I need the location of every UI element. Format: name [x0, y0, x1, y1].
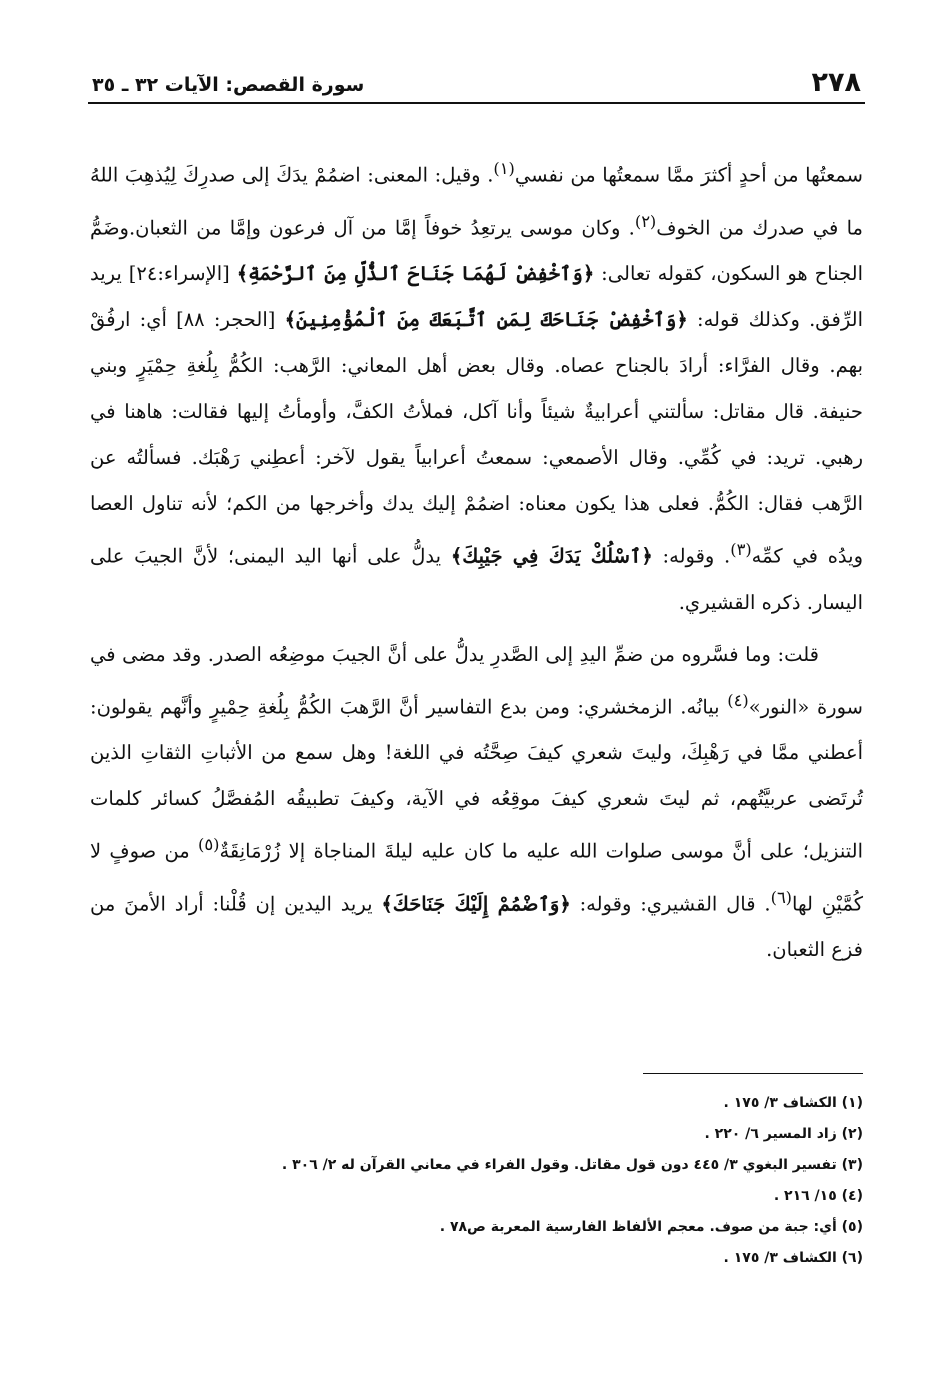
footnote-3: (٣) تفسير البغوي ٣/ ٤٤٥ دون قول مقاتل. وقول الفراء في معاني القرآن له ٢/ ٣٠٦ . [281, 1157, 863, 1173]
text-run: . قال القشيري: وقوله: [570, 892, 771, 915]
footnote-ref-2: (٢) [634, 211, 657, 231]
text-run: من صوفٍ لا كُمَّيْنِ لها [90, 839, 864, 915]
footnote-5: (٥) أي: جبة من صوف. معجم الألفاظ الفارسية المعربة ص٧٨ . [439, 1219, 863, 1235]
main-text [90, 146, 863, 973]
text-run: قلت: وما فسَّروه من ضمِّ اليدِ إلى الصَّدرِ يدلُّ على أنَّ الجيبَ موضِعُه الصدر. وقد مضى في سورة «النور» [90, 642, 864, 718]
footnote-6: (٦) الكشاف ٣/ ١٧٥ . [723, 1250, 863, 1266]
paragraph-2 [90, 632, 863, 974]
paragraph-1 [90, 146, 863, 626]
footnote-ref-5: (٥) [198, 835, 220, 854]
quran-quote-2: ﴿وَٱخْفِضْ جَنَاحَكَ لِمَنِ ٱتَّبَعَكَ مِنَ ٱلْمُؤْمِنِينَ﴾ [284, 308, 688, 331]
text-run: يدلُّ على أنها اليد اليمنى؛ لأنَّ الجيبَ على اليسار. ذكره القشيري. [90, 544, 863, 614]
header-rule [88, 102, 865, 104]
quran-quote-3: ﴿ٱسْلُكْ يَدَكَ فِي جَيْبِكَ﴾ [450, 544, 653, 568]
text-run: . وقوله: [652, 544, 731, 568]
footnote-4: (٤) ١٥/ ٢١٦ . [773, 1188, 863, 1204]
text-run: . وقيل: المعنى: اضمُمْ يدَكَ إلى صدرِكَ لِيُذهِبَ اللهُ ما في صدرك من الخوف [90, 163, 864, 239]
quran-quote-4: ﴿وَٱضْمُمْ إِلَيْكَ جَنَاحَكَ﴾ [381, 892, 571, 915]
footnote-ref-3: (٣) [730, 540, 752, 559]
footnotes [90, 1088, 863, 1274]
text-run: [الإسراء:٢٤] يريد الرِّفق. وكذلك قوله: [90, 262, 863, 331]
footnote-ref-1: (١) [493, 159, 515, 178]
quran-quote-1: ﴿وَٱخْفِضْ لَهُمَا جَنَاحَ ٱلذُّلِّ مِنَ ٱلرَّحْمَةِ﴾ [236, 262, 595, 285]
text-run: بيانُه. الزمخشري: ومن بدع التفاسير أنَّ الرَّهبَ الكُمُّ بِلُغةِ حِمْيرٍ وأنَّهم يقولون: أعطني ممَّا في رَهْبِكَ، وليتَ شعري كيفَ صِحَّتُه في اللغة! وهل سمع من الأثباتِ الثقاتِ الذين تُرتَضى عربيَّتُهم، ثم ليتَ شعري كيفَ موقِعُه في الآية، وكيفَ تطبيقُه المُفصَّلُ كسائر كلمات التنزيل؛ على أنَّ موسى صلوات الله عليه ما كان عليه ليلةَ المناجاة إلا زُرْمَانِقَةٌ [90, 695, 863, 863]
page-number: ٢٧٨ [811, 67, 861, 98]
text-run: سمعتُها من أحدٍ أكثرَ ممَّا سمعتُها من نفسي [514, 163, 863, 187]
running-title: سورة القصص: الآيات ٣٢ ـ ٣٥ [92, 74, 365, 96]
text-run: [الحجر: ٨٨] أي: ارفُقْ بهم. وقال الفرَّاء: أرادَ بالجناح عصاه. وقال بعض أهل المعاني: الرَّهب: الكُمُّ بِلُغةِ حِمْيَرٍ وبني حنيفة. قال مقاتل: سألتني أعرابيةٌ شيئاً وأنا آكل، فملأتُ الكفَّ، وأومأتُ إليها فقالت: هاهنا في رهبي. تريد: في كُمِّي. وقال الأصمعي: سمعتُ أعرابياً يقول لآخر: أعطِني رَهْبَك. فسألتُه عن الرَّهب فقال: الكُمُّ. فعلى هذا يكون معناه: اضمُمْ إليك يدك وأخرجها من الكم؛ لأنه تناول العصا ويدُه في كمِّه [90, 308, 863, 568]
footnote-1: (١) الكشاف ٣/ ١٧٥ . [723, 1095, 863, 1111]
footnote-ref-6: (٦) [770, 887, 793, 907]
text-run: . وكان موسى يرتعِدُ خوفاً إمَّا من آل فرعون وإمَّا من الثعبان.وضَمُّ الجناح هو السكون، كقوله تعالى: [90, 216, 864, 285]
footnotes-rule [643, 1073, 863, 1074]
footnote-2: (٢) زاد المسير ٦/ ٢٢٠ . [704, 1126, 863, 1142]
text-run: يريد اليدين إن قُلْنا: أراد الأمنَ من فزع الثعبان. [90, 892, 863, 961]
footnote-ref-4: (٤) [727, 690, 749, 710]
page-header [92, 62, 861, 98]
